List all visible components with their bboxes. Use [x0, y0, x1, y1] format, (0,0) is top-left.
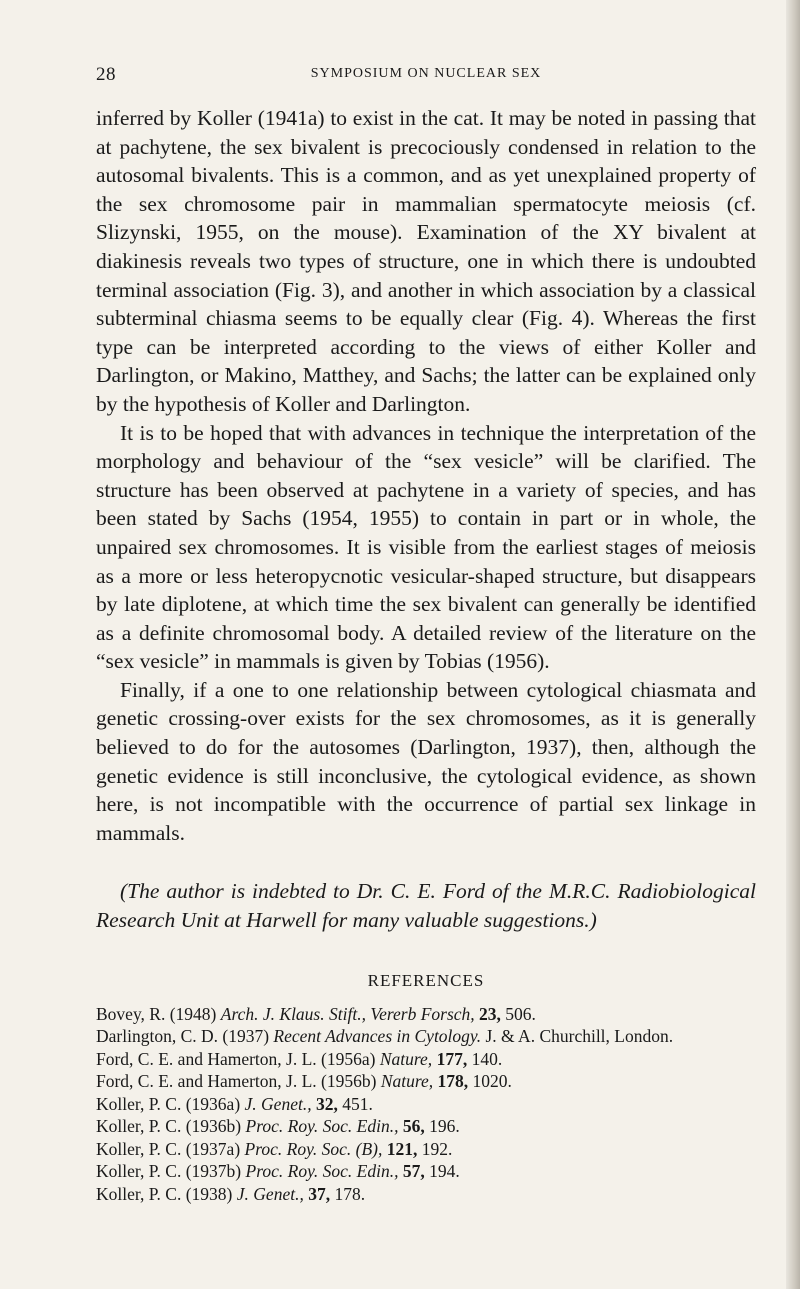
- reference-entry: Koller, P. C. (1936b) Proc. Roy. Soc. Edin., 56, 196.: [96, 1116, 460, 1137]
- paragraph-3: Finally, if a one to one relationship between cytological chiasmata and genetic crossing-over exists for the sex chromosomes, as it is generally believed to do for the autosomes (Darlington, 1937), then, although the genetic evidence is still inconclusive, the cytological evidence, as shown here, is not incompatible with the occurrence of partial sex linkage in mammals.: [96, 677, 756, 845]
- references-list: [96, 1003, 756, 1206]
- body-text: [96, 104, 756, 847]
- page-header: [96, 64, 756, 86]
- reference-entry: Koller, P. C. (1937b) Proc. Roy. Soc. Edin., 57, 194.: [96, 1161, 460, 1182]
- page-number: 28: [96, 64, 116, 85]
- page: [96, 0, 756, 1205]
- reference-entry: Ford, C. E. and Hamerton, J. L. (1956b) Nature, 178, 1020.: [96, 1071, 512, 1092]
- page-edge-shadow: [786, 0, 800, 1289]
- reference-entry: Koller, P. C. (1938) J. Genet., 37, 178.: [96, 1183, 366, 1204]
- reference-entry: Koller, P. C. (1937a) Proc. Roy. Soc. (B), 121, 192.: [96, 1138, 453, 1159]
- paragraph-1: inferred by Koller (1941a) to exist in the cat. It may be noted in passing that at pachytene, the sex bivalent is precociously condensed in relation to the autosomal bivalents. This is a common, and as yet unexplained property of the sex chromosome pair in mammalian spermatocyte meiosis (cf. Slizynski, 1955, on the mouse). Examination of the XY bivalent at diakinesis reveals two types of structure, one in which there is undoubted terminal association (Fig. 3), and another in which association by a classical subterminal chiasma seems to be equally clear (Fig. 4). Whereas the first type can be interpreted according to the views of either Koller and Darlington, or Makino, Matthey, and Sachs; the latter can be explained only by the hypothesis of Koller and Darlington.: [96, 106, 756, 416]
- reference-entry: Koller, P. C. (1936a) J. Genet., 32, 451.: [96, 1093, 373, 1114]
- reference-entry: Bovey, R. (1948) Arch. J. Klaus. Stift., Vererb Forsch, 23, 506.: [96, 1003, 536, 1024]
- reference-entry: Darlington, C. D. (1937) Recent Advances in Cytology. J. & A. Churchill, London.: [96, 1026, 674, 1047]
- reference-entry: Ford, C. E. and Hamerton, J. L. (1956a) Nature, 177, 140.: [96, 1048, 503, 1069]
- paragraph-2: It is to be hoped that with advances in technique the interpretation of the morphology and behaviour of the “sex vesicle” will be clarified. The structure has been observed at pachytene in a variety of species, and has been stated by Sachs (1954, 1955) to contain in part or in whole, the unpaired sex chromosomes. It is visible from the earliest stages of meiosis as a more or less heteropycnotic vesicular-shaped structure, but disappears by late diplotene, at which time the sex bivalent can generally be identified as a definite chromosomal body. A detailed review of the literature on the “sex vesicle” in mammals is given by Tobias (1956).: [96, 420, 756, 674]
- running-head: SYMPOSIUM ON NUCLEAR SEX: [310, 66, 542, 81]
- references-title: REFERENCES: [367, 970, 485, 990]
- acknowledgement: (The author is indebted to Dr. C. E. Ford of the M.R.C. Radiobiological Research Unit at Harwell for many valuable suggestions.): [96, 879, 756, 933]
